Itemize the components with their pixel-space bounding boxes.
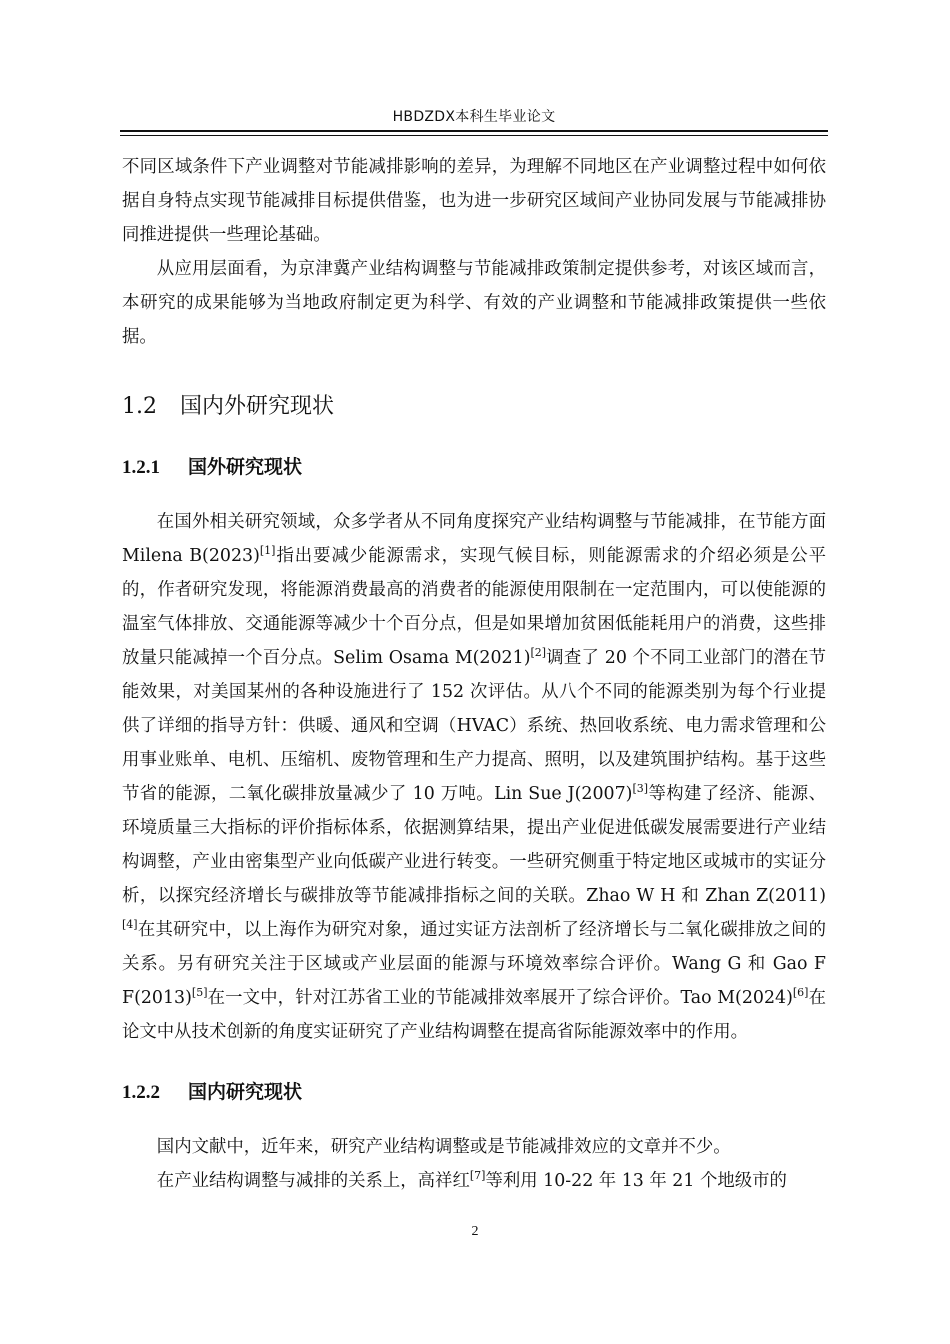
citation-ref-3: [3] xyxy=(632,782,649,796)
paragraph-continuation: 不同区域条件下产业调整对节能减排影响的差异，为理解不同地区在产业调整过程中如何依据自身特点实现节能减排目标提供借鉴，也为进一步研究区域间产业协同发展与节能减排协同推进提供一些理论基础。 xyxy=(122,157,826,245)
citation-ref-1: [1] xyxy=(259,544,276,558)
header-rule-thick xyxy=(120,130,828,132)
paragraph-application: 从应用层面看，为京津冀产业结构调整与节能减排政策制定提供参考，对该区域而言，本研究的成果能够为当地政府制定更为科学、有效的产业调整和节能减排政策提供一些依据。 xyxy=(122,259,826,347)
subsection-title: 国外研究现状 xyxy=(188,456,303,478)
subsection-heading-1-2-1 xyxy=(122,450,826,485)
text-run: 在国外相关研究领域，众多学者从不同角度探究产业结构调整与节能减排，在节能方面 Milena B(2023) xyxy=(122,512,826,566)
section-title: 国内外研究现状 xyxy=(180,394,335,419)
text-run: 在产业结构调整与减排的关系上，高祥红 xyxy=(156,1171,470,1191)
section-heading-1-2 xyxy=(122,390,826,424)
subsection-title: 国内研究现状 xyxy=(188,1081,303,1103)
citation-ref-7: [7] xyxy=(469,1169,486,1183)
citation-ref-6: [6] xyxy=(792,986,809,1000)
text-run: 在论文中从技术创新的角度实证研究了产业结构调整在提高省际能源效率中的作用。 xyxy=(122,988,826,1042)
subsection-heading-1-2-2 xyxy=(122,1075,826,1110)
subsection-number: 1.2.2 xyxy=(122,1082,160,1103)
header-rule-thin xyxy=(120,135,828,136)
text-run: 等构建了经济、能源、环境质量三大指标的评价指标体系，依据测算结果，提出产业促进低碳发展需要进行产业结构调整，产业由密集型产业向低碳产业进行转变。一些研究侧重于特定地区或城市的实证分析，以探究经济增长与碳排放等节能减排指标之间的关联。Zhao W H 和 Zhan Z(2011) xyxy=(122,784,826,906)
citation-ref-5: [5] xyxy=(191,986,208,1000)
paragraph-foreign-research xyxy=(122,505,826,1049)
citation-ref-4: [4] xyxy=(122,918,138,932)
text-run: 等利用 10-22 年 13 年 21 个地级市的 xyxy=(485,1171,787,1191)
paragraph-domestic-research xyxy=(122,1164,826,1198)
text-run: 在其研究中，以上海作为研究对象，通过实证方法剖析了经济增长与二氧化碳排放之间的关系。另有研究关注于区域或产业层面的能源与环境效率综合评价。Wang G 和 Gao F F(2013) xyxy=(122,920,826,1008)
text-run: 在一文中，针对江苏省工业的节能减排效率展开了综合评价。Tao M(2024) xyxy=(207,988,793,1008)
text-run: 指出要减少能源需求，实现气候目标，则能源需求的介绍必须是公平的，作者研究发现，将能源消费最高的消费者的能源使用限制在一定范围内，可以使能源的温室气体排放、交通能源等减少十个百分点，但是如果增加贫困低能耗用户的消费，这些排放量只能减掉一个百分点。Selim Osama M(2021) xyxy=(122,546,826,668)
body-text xyxy=(122,150,826,1198)
paragraph-domestic-intro: 国内文献中，近年来，研究产业结构调整或是节能减排效应的文章并不少。 xyxy=(156,1137,731,1157)
section-number: 1.2 xyxy=(122,394,157,419)
citation-ref-2: [2] xyxy=(530,646,547,660)
page-number: 2 xyxy=(471,1224,479,1239)
text-run: 调查了 20 个不同工业部门的潜在节能效果，对美国某州的各种设施进行了 152 次评估。从八个不同的能源类别为每个行业提供了详细的指导方针：供暖、通风和空调（HVAC）系统、热回收系统、电力需求管理和公用事业账单、电机、压缩机、废物管理和生产力提高、照明，以及建筑围护结构。基于这些节省的能源，二氧化碳排放量减少了 10 万吨。Lin Sue J(2007) xyxy=(122,648,827,804)
subsection-number: 1.2.1 xyxy=(122,457,160,478)
running-header: HBDZDX本科生毕业论文 xyxy=(392,109,556,125)
